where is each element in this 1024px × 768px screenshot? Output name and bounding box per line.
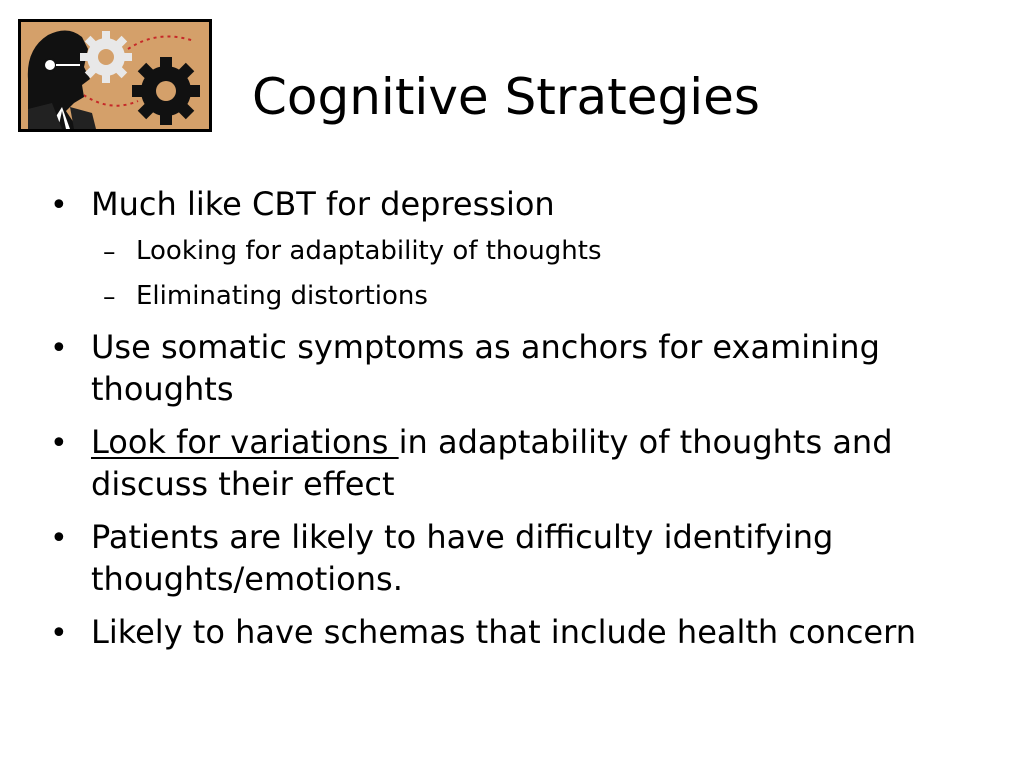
underlined-phrase: Look for variations <box>91 423 399 461</box>
bullet-item-3-rest: in adaptability of thoughts and <box>398 423 893 461</box>
bullet-item-5: Likely to have schemas that include health concern <box>91 613 916 651</box>
head-with-gears-icon <box>18 19 212 132</box>
bullet-marker: • <box>50 426 68 461</box>
bullet-item-3-line-2: discuss their effect <box>91 465 395 503</box>
bullet-marker: • <box>50 188 68 223</box>
bullet-item-2-line-2: thoughts <box>91 370 234 408</box>
bullet-item-4-line-1: Patients are likely to have difficulty identifying <box>91 518 834 556</box>
sub-bullet-item-2: Eliminating distortions <box>136 281 428 311</box>
sub-bullet-marker: – <box>103 237 116 266</box>
bullet-item-3-line-1 <box>91 421 893 463</box>
bullet-marker: • <box>50 521 68 556</box>
sub-bullet-item-1: Looking for adaptability of thoughts <box>136 236 602 266</box>
bullet-marker: • <box>50 616 68 651</box>
bullet-item-4-line-2: thoughts/emotions. <box>91 560 403 598</box>
sub-bullet-marker: – <box>103 282 116 311</box>
slide-title: Cognitive Strategies <box>252 68 760 126</box>
bullet-marker: • <box>50 331 68 366</box>
bullet-item-1: Much like CBT for depression <box>91 185 555 223</box>
bullet-item-2-line-1: Use somatic symptoms as anchors for examining <box>91 328 880 366</box>
